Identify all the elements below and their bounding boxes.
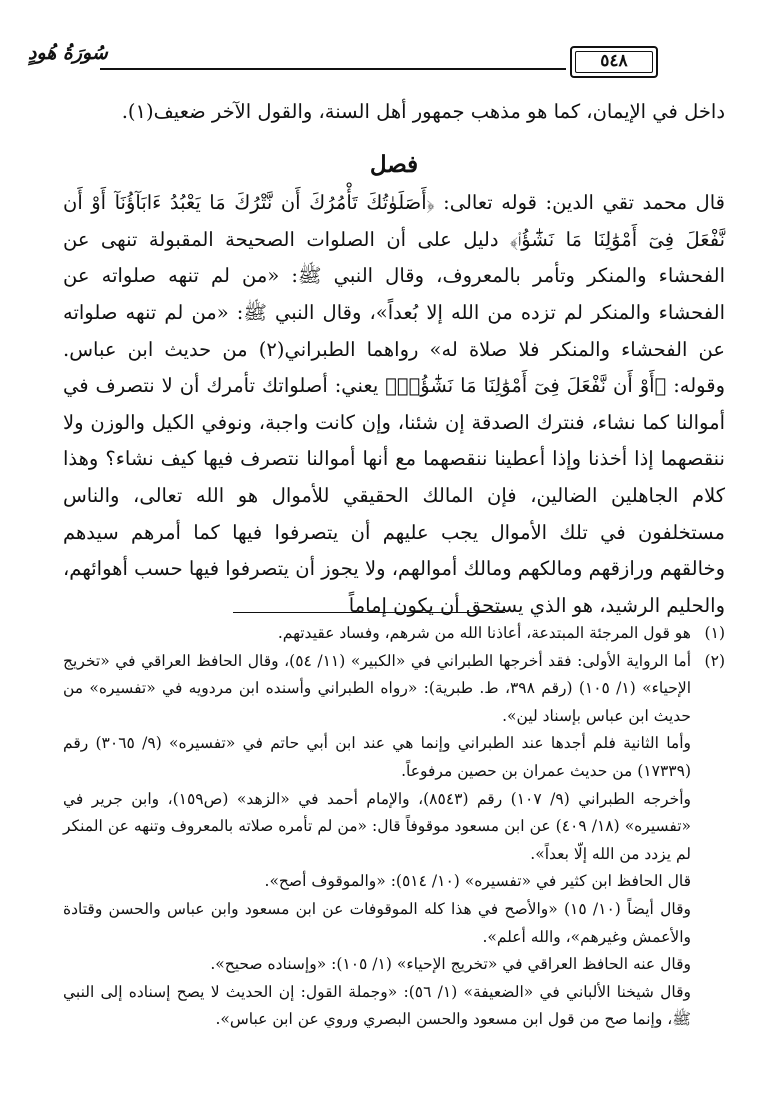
footnote-divider [233,612,505,613]
main-text [63,94,725,624]
footnote-text: وقال أيضاً (١٠/ ١٥) «والأصح في هذا كله الموقوفات عن ابن مسعود وابن عباس والحسن وقتادة والأعمش وغيرهم»، والله أعلم». [63,899,691,946]
paragraph-commentary: قال محمد تقي الدين: قوله تعالى: ﴿أَصَلَوٰتُكَ تَأْمُرُكَ أَن نَّتْرُكَ مَا يَعْبُدُ ءَابَآؤُنَآ أَوْ أَن نَّفْعَلَ فِىٓ أَمْوَٰلِنَا مَا نَشَٰٓؤُا۟﴾ دليل على أن الصلوات الصحيحة المقبولة تنهى عن الفحشاء والمنكر وتأمر بالمعروف، وقال النبي ﷺ: «من لم تنهه صلواته عن الفحشاء والمنكر لم تزده من الله إلا بُعداً»، وقال النبي ﷺ: «من لم تنهه صلواته عن الفحشاء والمنكر فلا صلاة له» رواهما الطبراني(٢) من حديث ابن عباس. وقوله: ﴿أَوْ أَن نَّفْعَلَ فِىٓ أَمْوَٰلِنَا مَا نَشَٰٓؤُا۟﴾ يعني: أصلواتك تأمرك أن لا نتصرف في أموالنا كما نشاء، فنترك الصدقة إن شئنا، وإن كانت واجبة، ونوفي الكيل والوزن ولا ننقصهما إذا أخذنا وإذا أعطينا ننقصهما مع أنها أموالنا نتصرف فيها كيف نشاء؟ وهذا كلام الجاهلين الضالين، فإن المالك الحقيقي للأموال هو الله تعالى، والناس مستخلفون في تلك الأموال يجب عليهم أن يتصرفوا فيها كما أمرهم سيدهم وخالقهم ورازقهم ومالكهم ومالك أموالهم، ولا يجوز أن يتصرفوا فيها حسب أهوائهم، والحليم الرشيد، هو الذي يستحق أن يكون إماماً [63,191,726,617]
footnote-text: وأخرجه الطبراني (٩/ ١٠٧) رقم (٨٥٤٣)، والإمام أحمد في «الزهد» (ص١٥٩)، وابن جرير في «تفسيره» (١٨/ ٤٠٩) عن ابن مسعود موقوفاً قال: «من لم تأمره صلاته بالمعروف وتنهه عن المنكر لم يزدد من الله إلّا بعداً». [63,789,691,863]
footnote-text: وقال عنه الحافظ العراقي في «تخريج الإحياء» (١/ ١٠٥): «وإسناده صحيح». [210,955,691,974]
page-number-box [570,46,658,78]
page-number: ٥٤٨ [600,51,628,71]
section-heading: فصل [369,150,419,178]
footnote-text: أما الرواية الأولى: فقد أخرجها الطبراني في «الكبير» (١١/ ٥٤)، وقال الحافظ العراقي في «تخريج الإحياء» (١/ ١٠٥) (رقم ٣٩٨، ط. طبرية): «رواه الطبراني وأسنده ابن مردويه في «تفسيره» من حديث ابن عباس بإسناد لين». [63,651,692,725]
header-rule [100,68,566,70]
surah-title: سُورَةُ هُودٍ [28,42,108,64]
footnote-text: وقال شيخنا الألباني في «الضعيفة» (١/ ٥٦): «وجملة القول: إن الحديث لا يصح إسناده إلى النبي ﷺ، وإنما صح من قول ابن مسعود والحسن البصري وروي عن ابن عباس». [63,982,691,1029]
page-header [28,38,736,78]
footnote-text: هو قول المرجئة المبتدعة، أعاذنا الله من شرهم، وفساد عقيدتهم. [277,624,691,642]
footnote-number: (٢) [704,651,725,670]
footnotes [63,620,725,1034]
footnote [63,648,725,731]
footnote-number: (١) [704,624,725,642]
paragraph-intro: داخل في الإيمان، كما هو مذهب جمهور أهل السنة، والقول الآخر ضعيف(١). [121,100,725,123]
footnote-text: وأما الثانية فلم أجدها عند الطبراني وإنما هي عند ابن أبي حاتم في «تفسيره» (٩/ ٣٠٦٥) رقم (١٧٣٣٩) من حديث عمران بن حصين مرفوعاً. [63,734,692,780]
footnote-text: قال الحافظ ابن كثير في «تفسيره» (١٠/ ٥١٤): «والموقوف أصح». [264,872,691,891]
footnote [63,620,725,648]
